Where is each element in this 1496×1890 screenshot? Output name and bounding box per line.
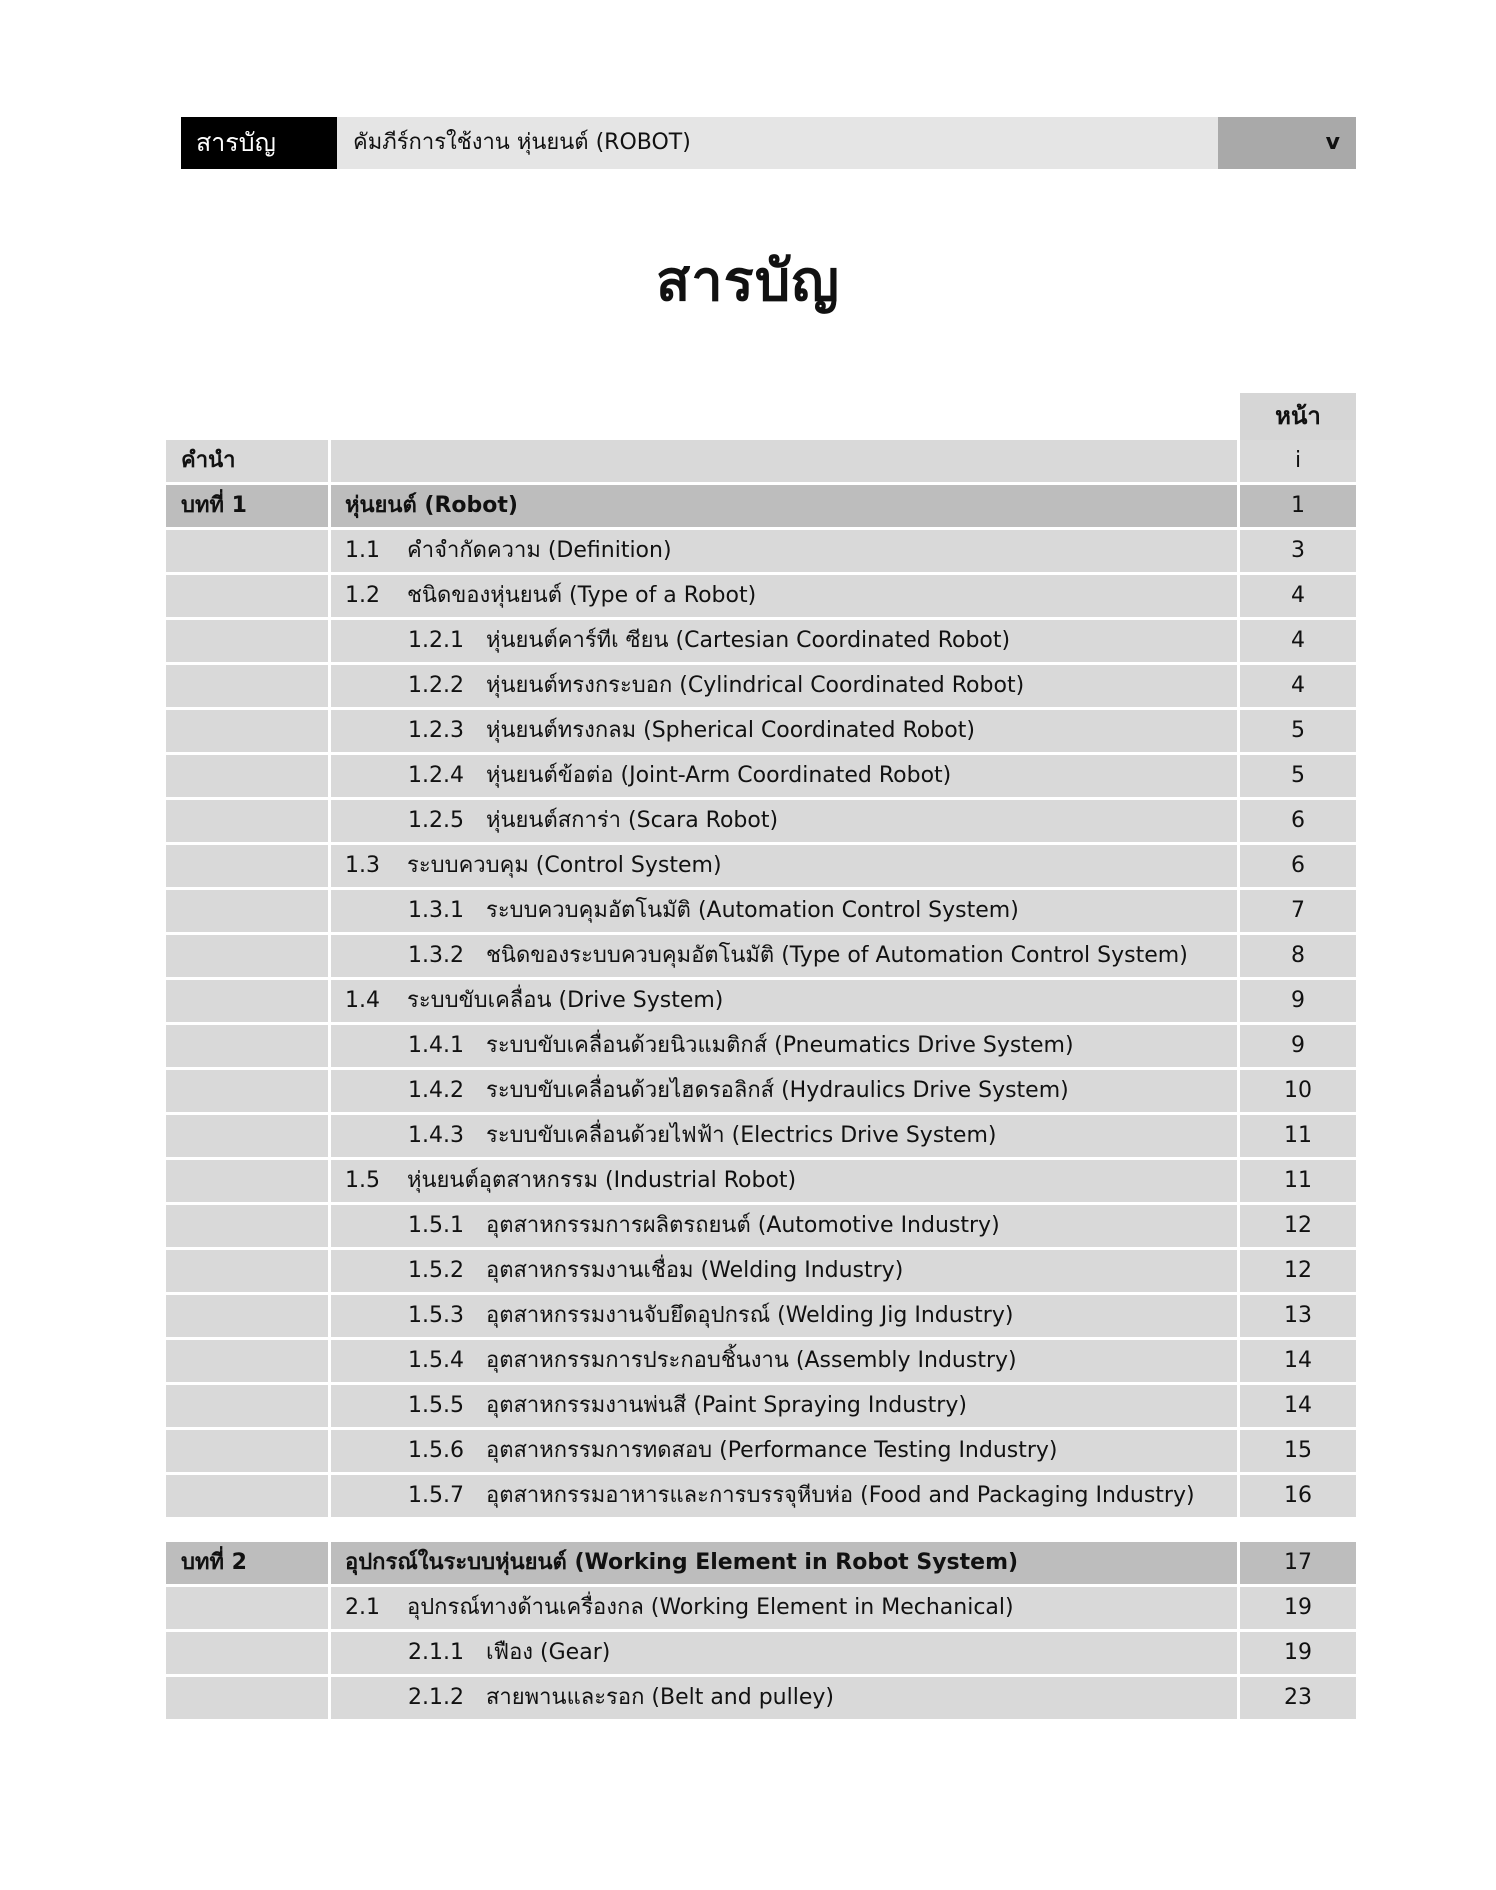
toc-chapter-label	[166, 1430, 328, 1472]
header-book-title: คัมภีร์การใช้งาน หุ่นยนต์ (ROBOT)	[337, 117, 1218, 169]
toc-row-chapter-1[interactable]	[166, 485, 1356, 527]
toc-row-subsection[interactable]	[166, 665, 1356, 707]
toc-title-cell	[331, 1340, 1237, 1382]
toc-title-cell	[331, 1115, 1237, 1157]
toc-title: หุ่นยนต์อุตสาหกรรม (Industrial Robot)	[407, 1168, 797, 1193]
toc-chapter-label	[166, 1160, 328, 1202]
toc-page-number: 4	[1240, 575, 1356, 617]
toc-page-number: 6	[1240, 800, 1356, 842]
toc-section-number: 2.1.1	[408, 1640, 464, 1665]
toc-row-chapter-2[interactable]	[166, 1542, 1356, 1584]
toc-section-number: 1.2.2	[408, 673, 464, 698]
toc-title-cell	[331, 800, 1237, 842]
toc-title: ชนิดของหุ่นยนต์ (Type of a Robot)	[407, 583, 757, 608]
toc-section-number: 1.2.4	[408, 763, 464, 788]
toc-chapter-label	[166, 1205, 328, 1247]
toc-page-number: 11	[1240, 1115, 1356, 1157]
toc-title: หุ่นยนต์สการ่า (Scara Robot)	[486, 808, 779, 833]
toc-title: ระบบขับเคลื่อน (Drive System)	[407, 988, 724, 1013]
toc-row-subsection[interactable]	[166, 800, 1356, 842]
toc-title: อุตสาหกรรมงานจับยึดอุปกรณ์ (Welding Jig Industry)	[486, 1303, 1014, 1328]
toc-page-number: 11	[1240, 1160, 1356, 1202]
toc-title: อุตสาหกรรมงานเชื่อม (Welding Industry)	[486, 1258, 904, 1283]
toc-chapter-label	[166, 755, 328, 797]
toc-title: หุ่นยนต์ข้อต่อ (Joint-Arm Coordinated Robot)	[486, 763, 952, 788]
chapter-gap	[166, 1520, 1356, 1542]
toc-row-subsection[interactable]	[166, 755, 1356, 797]
toc-title-cell	[331, 1385, 1237, 1427]
toc-chapter-label	[166, 1632, 328, 1674]
toc-chapter-label	[166, 1587, 328, 1629]
toc-chapter-label	[166, 1295, 328, 1337]
toc-page-number: 4	[1240, 620, 1356, 662]
toc-row-preface[interactable]	[166, 440, 1356, 482]
toc-section-number: 1.1	[345, 538, 380, 563]
header-page-number: v	[1218, 117, 1356, 169]
toc-row-subsection[interactable]	[166, 1632, 1356, 1674]
toc-title: หุ่นยนต์ (Robot)	[345, 493, 518, 518]
toc-page-number: 19	[1240, 1587, 1356, 1629]
toc-section-number: 1.2.3	[408, 718, 464, 743]
toc-section-number: 1.4.3	[408, 1123, 464, 1148]
toc-title-cell	[331, 1070, 1237, 1112]
toc-row-subsection[interactable]	[166, 1070, 1356, 1112]
toc-chapter-label	[166, 935, 328, 977]
toc-page-number: 14	[1240, 1340, 1356, 1382]
toc-row-subsection[interactable]	[166, 1205, 1356, 1247]
toc-row-section[interactable]	[166, 1160, 1356, 1202]
toc-page-number: 10	[1240, 1070, 1356, 1112]
page-column-header-row	[166, 393, 1356, 440]
toc-title-cell	[331, 1632, 1237, 1674]
toc-page-number: i	[1240, 440, 1356, 482]
toc-title: อุปกรณ์ทางด้านเครื่องกล (Working Element in Mechanical)	[407, 1595, 1014, 1620]
toc-page-number: 6	[1240, 845, 1356, 887]
toc-title: หุ่นยนต์ทรงกลม (Spherical Coordinated Robot)	[486, 718, 975, 743]
toc-page-number: 15	[1240, 1430, 1356, 1472]
toc-section-number: 2.1.2	[408, 1685, 464, 1710]
toc-chapter-label: บทที่ 2	[166, 1542, 328, 1584]
toc-chapter-label	[166, 1115, 328, 1157]
toc-title-cell	[331, 1160, 1237, 1202]
toc-chapter-label: คำนำ	[166, 440, 328, 482]
toc-page-number: 14	[1240, 1385, 1356, 1427]
toc-row-subsection[interactable]	[166, 1475, 1356, 1517]
toc-page-number: 16	[1240, 1475, 1356, 1517]
toc-title: อุตสาหกรรมการทดสอบ (Performance Testing Industry)	[486, 1438, 1058, 1463]
toc-title-english: (Working Element in Robot System)	[566, 1550, 1019, 1575]
page-title: สารบัญ	[656, 249, 840, 314]
toc-section-number: 1.5.2	[408, 1258, 464, 1283]
toc-row-section[interactable]	[166, 1587, 1356, 1629]
toc-title: ระบบขับเคลื่อนด้วยไฟฟ้า (Electrics Drive System)	[486, 1123, 997, 1148]
toc-title-cell	[331, 890, 1237, 932]
toc-section-number: 1.5.7	[408, 1483, 464, 1508]
toc-title-cell	[331, 575, 1237, 617]
toc-title: คำจำกัดความ (Definition)	[407, 538, 672, 563]
toc-title-cell	[331, 1475, 1237, 1517]
toc-row-subsection[interactable]	[166, 1250, 1356, 1292]
toc-page-number: 9	[1240, 980, 1356, 1022]
toc-title-cell	[331, 1205, 1237, 1247]
toc-title-cell	[331, 1542, 1237, 1584]
toc-title: หุ่นยนต์คาร์ทีเ ซียน (Cartesian Coordinated Robot)	[486, 628, 1011, 653]
header-section-label: สารบัญ	[181, 117, 337, 169]
toc-section-number: 1.4.2	[408, 1078, 464, 1103]
toc-title: ระบบควบคุม (Control System)	[407, 853, 722, 878]
toc-title-cell	[331, 1587, 1237, 1629]
toc-chapter-label: บทที่ 1	[166, 485, 328, 527]
toc-title: ระบบขับเคลื่อนด้วยไฮดรอลิกส์ (Hydraulics Drive System)	[486, 1078, 1069, 1103]
toc-page-number: 7	[1240, 890, 1356, 932]
toc-page-number: 12	[1240, 1250, 1356, 1292]
toc-title: อุตสาหกรรมอาหารและการบรรจุหีบห่อ (Food and Packaging Industry)	[486, 1483, 1195, 1508]
toc-title-cell	[331, 935, 1237, 977]
toc-title-cell	[331, 845, 1237, 887]
toc-page-number: 1	[1240, 485, 1356, 527]
toc-chapter-label	[166, 890, 328, 932]
toc-chapter-label	[166, 620, 328, 662]
toc-title-cell	[331, 485, 1237, 527]
toc-row-subsection[interactable]	[166, 1295, 1356, 1337]
toc-page-number: 4	[1240, 665, 1356, 707]
toc-section-number: 1.5.1	[408, 1213, 464, 1238]
toc-title: อุตสาหกรรมงานพ่นสี (Paint Spraying Industry)	[486, 1393, 967, 1418]
toc-chapter-label	[166, 980, 328, 1022]
toc-chapter-label	[166, 845, 328, 887]
toc-row-subsection[interactable]	[166, 1385, 1356, 1427]
toc-row-subsection[interactable]	[166, 935, 1356, 977]
toc-chapter-label	[166, 1340, 328, 1382]
toc-page-number: 5	[1240, 710, 1356, 752]
toc-row-subsection[interactable]	[166, 1677, 1356, 1719]
toc-row-subsection[interactable]	[166, 710, 1356, 752]
toc-title-cell	[331, 710, 1237, 752]
toc-section-number: 1.3.1	[408, 898, 464, 923]
toc-title-cell	[331, 980, 1237, 1022]
toc-title: สายพานและรอก (Belt and pulley)	[486, 1685, 834, 1710]
toc-chapter-label	[166, 575, 328, 617]
toc-section-number: 1.5	[345, 1168, 380, 1193]
toc-title-cell	[331, 530, 1237, 572]
toc-chapter-label	[166, 1070, 328, 1112]
toc-page-number: 5	[1240, 755, 1356, 797]
toc-title-cell	[331, 755, 1237, 797]
toc-section-number: 1.5.5	[408, 1393, 464, 1418]
toc-title: ชนิดของระบบควบคุมอัตโนมัติ (Type of Automation Control System)	[486, 943, 1188, 968]
toc-section-number: 1.5.3	[408, 1303, 464, 1328]
toc-page-number: 9	[1240, 1025, 1356, 1067]
toc-section-number: 1.5.4	[408, 1348, 464, 1373]
toc-page-number: 23	[1240, 1677, 1356, 1719]
toc-row-subsection[interactable]	[166, 1115, 1356, 1157]
toc-chapter-label	[166, 800, 328, 842]
toc-title: อุตสาหกรรมการประกอบชิ้นงาน (Assembly Industry)	[486, 1348, 1017, 1373]
toc-section-number: 1.3.2	[408, 943, 464, 968]
toc-row-subsection[interactable]	[166, 890, 1356, 932]
toc-page-number: 12	[1240, 1205, 1356, 1247]
toc-chapter-label	[166, 530, 328, 572]
toc-title: ระบบขับเคลื่อนด้วยนิวแมติกส์ (Pneumatics Drive System)	[486, 1033, 1074, 1058]
running-header	[181, 117, 1356, 169]
toc-page-number: 13	[1240, 1295, 1356, 1337]
toc-row-subsection[interactable]	[166, 1340, 1356, 1382]
toc-section-number: 1.2.5	[408, 808, 464, 833]
toc-row-section[interactable]	[166, 575, 1356, 617]
toc-title-cell	[331, 1250, 1237, 1292]
toc-title-cell	[331, 1295, 1237, 1337]
toc-section-number: 1.2.1	[408, 628, 464, 653]
toc-chapter-label	[166, 710, 328, 752]
toc-page-number: 17	[1240, 1542, 1356, 1584]
toc-title-cell	[331, 1025, 1237, 1067]
toc-row-section[interactable]	[166, 845, 1356, 887]
toc-title-cell	[331, 620, 1237, 662]
toc-section-number: 1.4.1	[408, 1033, 464, 1058]
toc-chapter-label	[166, 665, 328, 707]
toc-row-section[interactable]	[166, 980, 1356, 1022]
toc-section-number: 1.3	[345, 853, 380, 878]
toc-title-cell	[331, 440, 1237, 482]
toc-title: เฟือง (Gear)	[486, 1640, 611, 1665]
toc-row-subsection[interactable]	[166, 1025, 1356, 1067]
toc-page-number: 8	[1240, 935, 1356, 977]
toc-title-thai: อุปกรณ์ในระบบหุ่นยนต์	[345, 1550, 567, 1575]
toc-page-number: 3	[1240, 530, 1356, 572]
toc-title-cell	[331, 665, 1237, 707]
toc-title-cell	[331, 1677, 1237, 1719]
toc-section-number: 1.2	[345, 583, 380, 608]
toc-title: ระบบควบคุมอัตโนมัติ (Automation Control System)	[486, 898, 1019, 923]
toc-chapter-label	[166, 1475, 328, 1517]
toc-section-number: 1.5.6	[408, 1438, 464, 1463]
toc-section-number: 2.1	[345, 1595, 380, 1620]
table-of-contents	[166, 393, 1356, 1722]
toc-title: หุ่นยนต์ทรงกระบอก (Cylindrical Coordinated Robot)	[486, 673, 1025, 698]
toc-page-number: 19	[1240, 1632, 1356, 1674]
toc-title-cell	[331, 1430, 1237, 1472]
toc-section-number: 1.4	[345, 988, 380, 1013]
toc-row-subsection[interactable]	[166, 620, 1356, 662]
toc-chapter-label	[166, 1677, 328, 1719]
toc-chapter-label	[166, 1250, 328, 1292]
toc-title: อุตสาหกรรมการผลิตรถยนต์ (Automotive Industry)	[486, 1213, 1000, 1238]
toc-chapter-label	[166, 1385, 328, 1427]
toc-row-subsection[interactable]	[166, 1430, 1356, 1472]
page-column-header: หน้า	[1240, 393, 1356, 440]
toc-chapter-label	[166, 1025, 328, 1067]
toc-row-section[interactable]	[166, 530, 1356, 572]
